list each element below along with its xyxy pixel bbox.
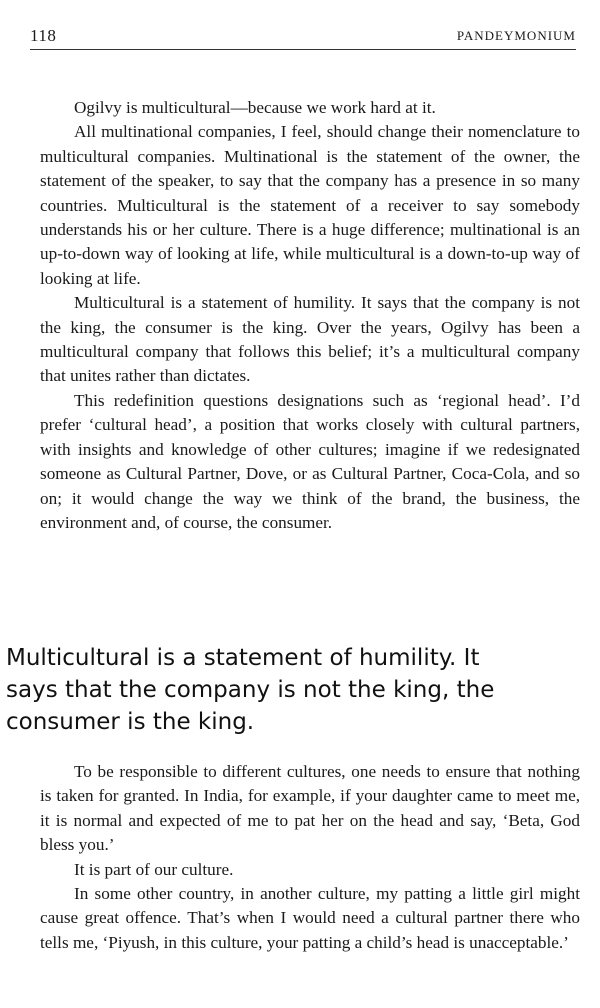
header-rule [30, 49, 576, 50]
paragraph: In some other country, in another culture, my patting a little girl might cause great offence. That’s when I would need a cultural partner there who tells me, ‘Piyush, in this culture, your patting a child’s head is unacceptable.’ [40, 884, 580, 952]
pull-quote [6, 642, 566, 738]
paragraph: Ogilvy is multicultural—because we work hard at it. [74, 98, 436, 117]
body-text-section-1 [40, 96, 580, 535]
pull-quote-line: Multicultural is a statement of humility. It [6, 645, 480, 671]
running-head: PANDEYMONIUM [456, 28, 576, 43]
paragraph: This redefinition questions designations such as ‘regional head’. I’d prefer ‘cultural head’, a position that works closely with cultural partners, with insights and knowledge of other cultures; imagine if we redesignated someone as Cultural Partner, Dove, or as Cultural Partner, Coca-Cola, and so on; it would change the way we think of the brand, the business, the environment and, of course, the consumer. [40, 390, 580, 532]
paragraph: Multicultural is a statement of humility. It says that the company is not the king, the consumer is the king. Over the years, Ogilvy has been a multicultural company that follows this belief; it’s a multicultural company that unites rather than dictates. [40, 293, 580, 386]
paragraph: To be responsible to different cultures, one needs to ensure that nothing is taken for granted. In India, for example, if your daughter came to meet me, it is normal and expected of me to pat her on the head and say, ‘Beta, God bless you.’ [40, 762, 580, 855]
paragraph: It is part of our culture. [74, 859, 234, 879]
paragraph: All multinational companies, I feel, should change their nomenclature to multicultural companies. Multinational is the statement of the owner, the statement of the speaker, to say that the company has a presence in so many countries. Multicultural is the statement of a receiver to say somebody understands his or her culture. There is a huge difference; multinational is an up-to-down way of looking at life, while multicultural is a down-to-up way of looking at life. [40, 122, 580, 288]
page-number: 118 [30, 26, 57, 45]
pull-quote-line: says that the company is not the king, the [6, 677, 495, 703]
body-text-section-2 [40, 760, 580, 955]
pull-quote-line: consumer is the king. [6, 709, 255, 735]
page-header [30, 26, 576, 50]
